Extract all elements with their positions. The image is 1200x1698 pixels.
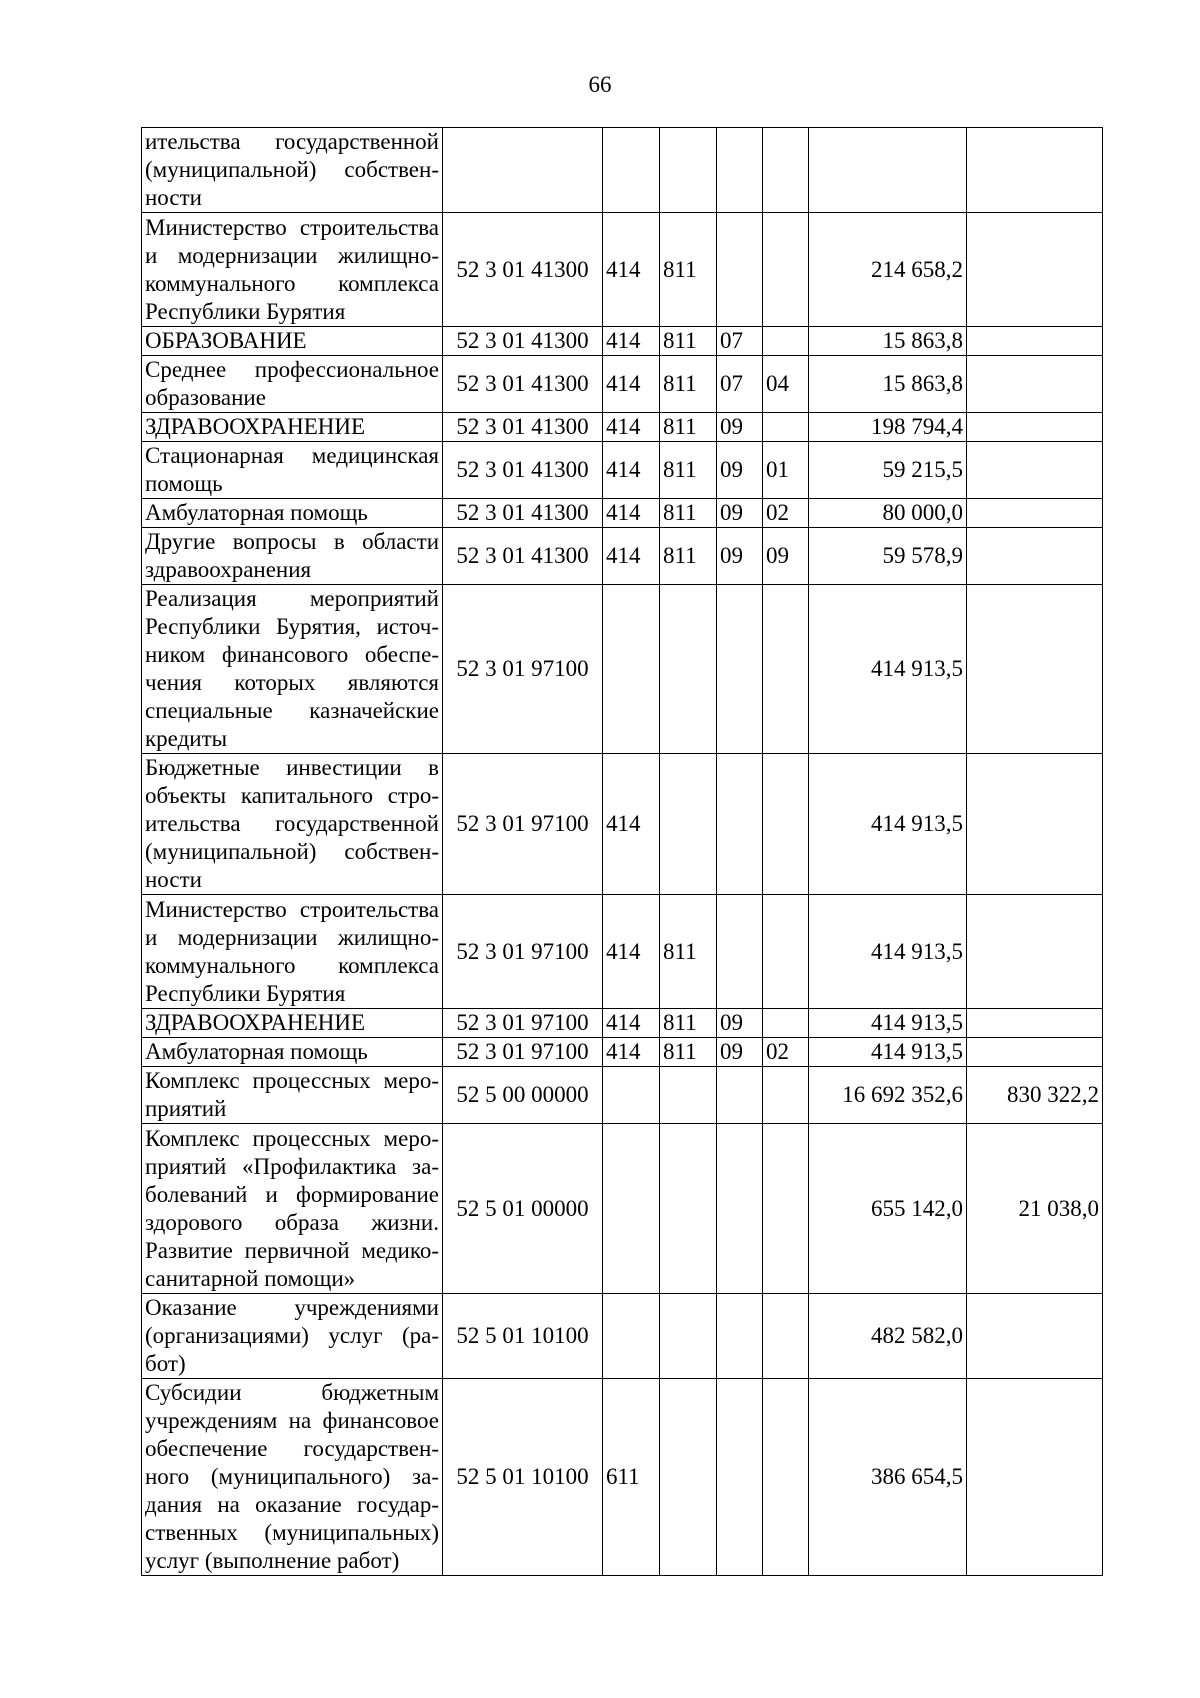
cell-amount-extra	[967, 356, 1103, 413]
cell-name: Оказание учреждениями (организациями) услуг (работ)	[142, 1294, 443, 1379]
cell-amount-extra: 830 322,2	[967, 1067, 1103, 1124]
cell-amount-extra	[967, 585, 1103, 754]
cell-amount: 414 913,5	[809, 895, 967, 1009]
cell-target-article: 52 3 01 97100	[443, 585, 603, 754]
cell-administrator: 811	[660, 356, 717, 413]
cell-administrator: 811	[660, 1038, 717, 1067]
cell-name: Министерство строительства и модернизации жилищно-коммунального комплекса Республики Бурятия	[142, 895, 443, 1009]
table-row	[142, 1294, 1103, 1379]
cell-amount-extra	[967, 895, 1103, 1009]
cell-amount: 414 913,5	[809, 585, 967, 754]
cell-amount	[809, 128, 967, 213]
cell-name: Министерство строительства и модернизации жилищно-коммунального комплекса Республики Бурятия	[142, 213, 443, 327]
cell-amount: 386 654,5	[809, 1379, 967, 1576]
cell-subsection	[763, 413, 809, 442]
cell-amount-extra	[967, 499, 1103, 528]
cell-subsection	[763, 1124, 809, 1294]
cell-subsection	[763, 1009, 809, 1038]
cell-section	[717, 585, 763, 754]
cell-administrator	[660, 1294, 717, 1379]
cell-subsection: 01	[763, 442, 809, 499]
cell-amount: 80 000,0	[809, 499, 967, 528]
table-row	[142, 128, 1103, 213]
cell-expense-type: 414	[603, 442, 660, 499]
cell-expense-type: 414	[603, 895, 660, 1009]
cell-amount: 16 692 352,6	[809, 1067, 967, 1124]
cell-amount: 198 794,4	[809, 413, 967, 442]
cell-administrator	[660, 754, 717, 895]
cell-amount-extra	[967, 327, 1103, 356]
cell-section	[717, 1124, 763, 1294]
cell-name: Комплекс процессных мероприятий «Профилактика заболеваний и формирование здорового образа жизни. Развитие первичной медико-санитарной помощи»	[142, 1124, 443, 1294]
cell-section: 09	[717, 528, 763, 585]
cell-amount: 482 582,0	[809, 1294, 967, 1379]
cell-amount: 15 863,8	[809, 327, 967, 356]
cell-amount-extra	[967, 528, 1103, 585]
cell-amount-extra	[967, 1009, 1103, 1038]
cell-amount-extra	[967, 754, 1103, 895]
cell-amount-extra	[967, 413, 1103, 442]
cell-expense-type	[603, 585, 660, 754]
cell-section	[717, 895, 763, 1009]
table-row	[142, 442, 1103, 499]
table-row	[142, 356, 1103, 413]
cell-expense-type	[603, 1067, 660, 1124]
cell-subsection: 04	[763, 356, 809, 413]
table-row	[142, 754, 1103, 895]
cell-section: 09	[717, 413, 763, 442]
cell-target-article: 52 3 01 41300	[443, 213, 603, 327]
cell-subsection	[763, 1067, 809, 1124]
cell-name: ЗДРАВООХРАНЕНИЕ	[142, 1009, 443, 1038]
cell-expense-type: 414	[603, 1038, 660, 1067]
table-row	[142, 1379, 1103, 1576]
cell-target-article: 52 3 01 97100	[443, 1009, 603, 1038]
cell-subsection	[763, 754, 809, 895]
cell-subsection	[763, 585, 809, 754]
table-row	[142, 1124, 1103, 1294]
table-row	[142, 413, 1103, 442]
cell-expense-type: 414	[603, 413, 660, 442]
page-number: 66	[588, 72, 612, 97]
cell-target-article: 52 3 01 97100	[443, 1038, 603, 1067]
budget-table	[141, 127, 1103, 1576]
cell-name: ЗДРАВООХРАНЕНИЕ	[142, 413, 443, 442]
cell-administrator	[660, 128, 717, 213]
cell-name: Другие вопросы в области здравоохранения	[142, 528, 443, 585]
cell-amount: 59 578,9	[809, 528, 967, 585]
cell-name: Реализация мероприятий Республики Бурятия, источником финансового обеспечения которых являются специальные казначейские кредиты	[142, 585, 443, 754]
cell-name: Амбулаторная помощь	[142, 499, 443, 528]
cell-target-article	[443, 128, 603, 213]
cell-subsection: 02	[763, 499, 809, 528]
cell-name: Субсидии бюджетным учреждениям на финансовое обеспечение государственного (муниципального) задания на оказание государственных (муниципальных) услуг (выполнение работ)	[142, 1379, 443, 1576]
cell-subsection: 02	[763, 1038, 809, 1067]
cell-section	[717, 128, 763, 213]
cell-target-article: 52 3 01 41300	[443, 528, 603, 585]
table-row	[142, 1067, 1103, 1124]
table-row	[142, 1009, 1103, 1038]
cell-section	[717, 1067, 763, 1124]
cell-subsection	[763, 895, 809, 1009]
cell-section	[717, 754, 763, 895]
cell-section: 09	[717, 1038, 763, 1067]
cell-name: Бюджетные инвестиции в объекты капитального строительства государственной (муниципальной) собственности	[142, 754, 443, 895]
table-row	[142, 213, 1103, 327]
cell-expense-type: 414	[603, 1009, 660, 1038]
cell-administrator	[660, 585, 717, 754]
cell-expense-type: 414	[603, 499, 660, 528]
table-row	[142, 499, 1103, 528]
table-row	[142, 528, 1103, 585]
cell-section	[717, 1294, 763, 1379]
cell-administrator	[660, 1379, 717, 1576]
cell-subsection	[763, 128, 809, 213]
cell-target-article: 52 3 01 41300	[443, 356, 603, 413]
cell-target-article: 52 5 01 00000	[443, 1124, 603, 1294]
cell-amount-extra	[967, 442, 1103, 499]
cell-target-article: 52 5 00 00000	[443, 1067, 603, 1124]
cell-administrator: 811	[660, 499, 717, 528]
cell-administrator: 811	[660, 442, 717, 499]
cell-expense-type: 414	[603, 528, 660, 585]
cell-expense-type	[603, 1124, 660, 1294]
table-row	[142, 1038, 1103, 1067]
cell-amount: 655 142,0	[809, 1124, 967, 1294]
cell-subsection	[763, 1294, 809, 1379]
cell-name: Стационарная медицинская помощь	[142, 442, 443, 499]
table-row	[142, 895, 1103, 1009]
cell-target-article: 52 3 01 41300	[443, 442, 603, 499]
cell-administrator: 811	[660, 528, 717, 585]
cell-subsection: 09	[763, 528, 809, 585]
cell-amount: 414 913,5	[809, 1009, 967, 1038]
cell-subsection	[763, 213, 809, 327]
cell-administrator: 811	[660, 213, 717, 327]
cell-section: 07	[717, 327, 763, 356]
cell-target-article: 52 3 01 97100	[443, 895, 603, 1009]
cell-administrator: 811	[660, 327, 717, 356]
cell-section	[717, 1379, 763, 1576]
cell-amount: 214 658,2	[809, 213, 967, 327]
cell-section: 07	[717, 356, 763, 413]
cell-target-article: 52 3 01 41300	[443, 413, 603, 442]
cell-administrator: 811	[660, 413, 717, 442]
cell-amount-extra	[967, 1294, 1103, 1379]
cell-amount-extra	[967, 128, 1103, 213]
cell-amount-extra	[967, 1379, 1103, 1576]
cell-expense-type: 414	[603, 213, 660, 327]
cell-section	[717, 213, 763, 327]
cell-amount: 414 913,5	[809, 754, 967, 895]
cell-section: 09	[717, 442, 763, 499]
cell-target-article: 52 3 01 97100	[443, 754, 603, 895]
cell-name: Среднее профессиональное образование	[142, 356, 443, 413]
cell-target-article: 52 5 01 10100	[443, 1294, 603, 1379]
cell-administrator	[660, 1124, 717, 1294]
cell-name: Комплекс процессных мероприятий	[142, 1067, 443, 1124]
cell-section: 09	[717, 1009, 763, 1038]
cell-amount: 414 913,5	[809, 1038, 967, 1067]
cell-administrator: 811	[660, 895, 717, 1009]
cell-amount-extra	[967, 213, 1103, 327]
cell-amount: 15 863,8	[809, 356, 967, 413]
cell-subsection	[763, 327, 809, 356]
cell-expense-type: 414	[603, 327, 660, 356]
table-row	[142, 327, 1103, 356]
cell-amount-extra: 21 038,0	[967, 1124, 1103, 1294]
cell-expense-type: 414	[603, 356, 660, 413]
cell-administrator: 811	[660, 1009, 717, 1038]
cell-name: ительства государственной (муниципальной) собственности	[142, 128, 443, 213]
cell-target-article: 52 5 01 10100	[443, 1379, 603, 1576]
cell-name: ОБРАЗОВАНИЕ	[142, 327, 443, 356]
cell-administrator	[660, 1067, 717, 1124]
cell-amount-extra	[967, 1038, 1103, 1067]
cell-expense-type: 611	[603, 1379, 660, 1576]
cell-target-article: 52 3 01 41300	[443, 499, 603, 528]
cell-subsection	[763, 1379, 809, 1576]
cell-expense-type: 414	[603, 754, 660, 895]
cell-expense-type	[603, 1294, 660, 1379]
cell-amount: 59 215,5	[809, 442, 967, 499]
table-row	[142, 585, 1103, 754]
cell-name: Амбулаторная помощь	[142, 1038, 443, 1067]
table-body	[142, 128, 1103, 1576]
cell-target-article: 52 3 01 41300	[443, 327, 603, 356]
cell-section: 09	[717, 499, 763, 528]
cell-expense-type	[603, 128, 660, 213]
